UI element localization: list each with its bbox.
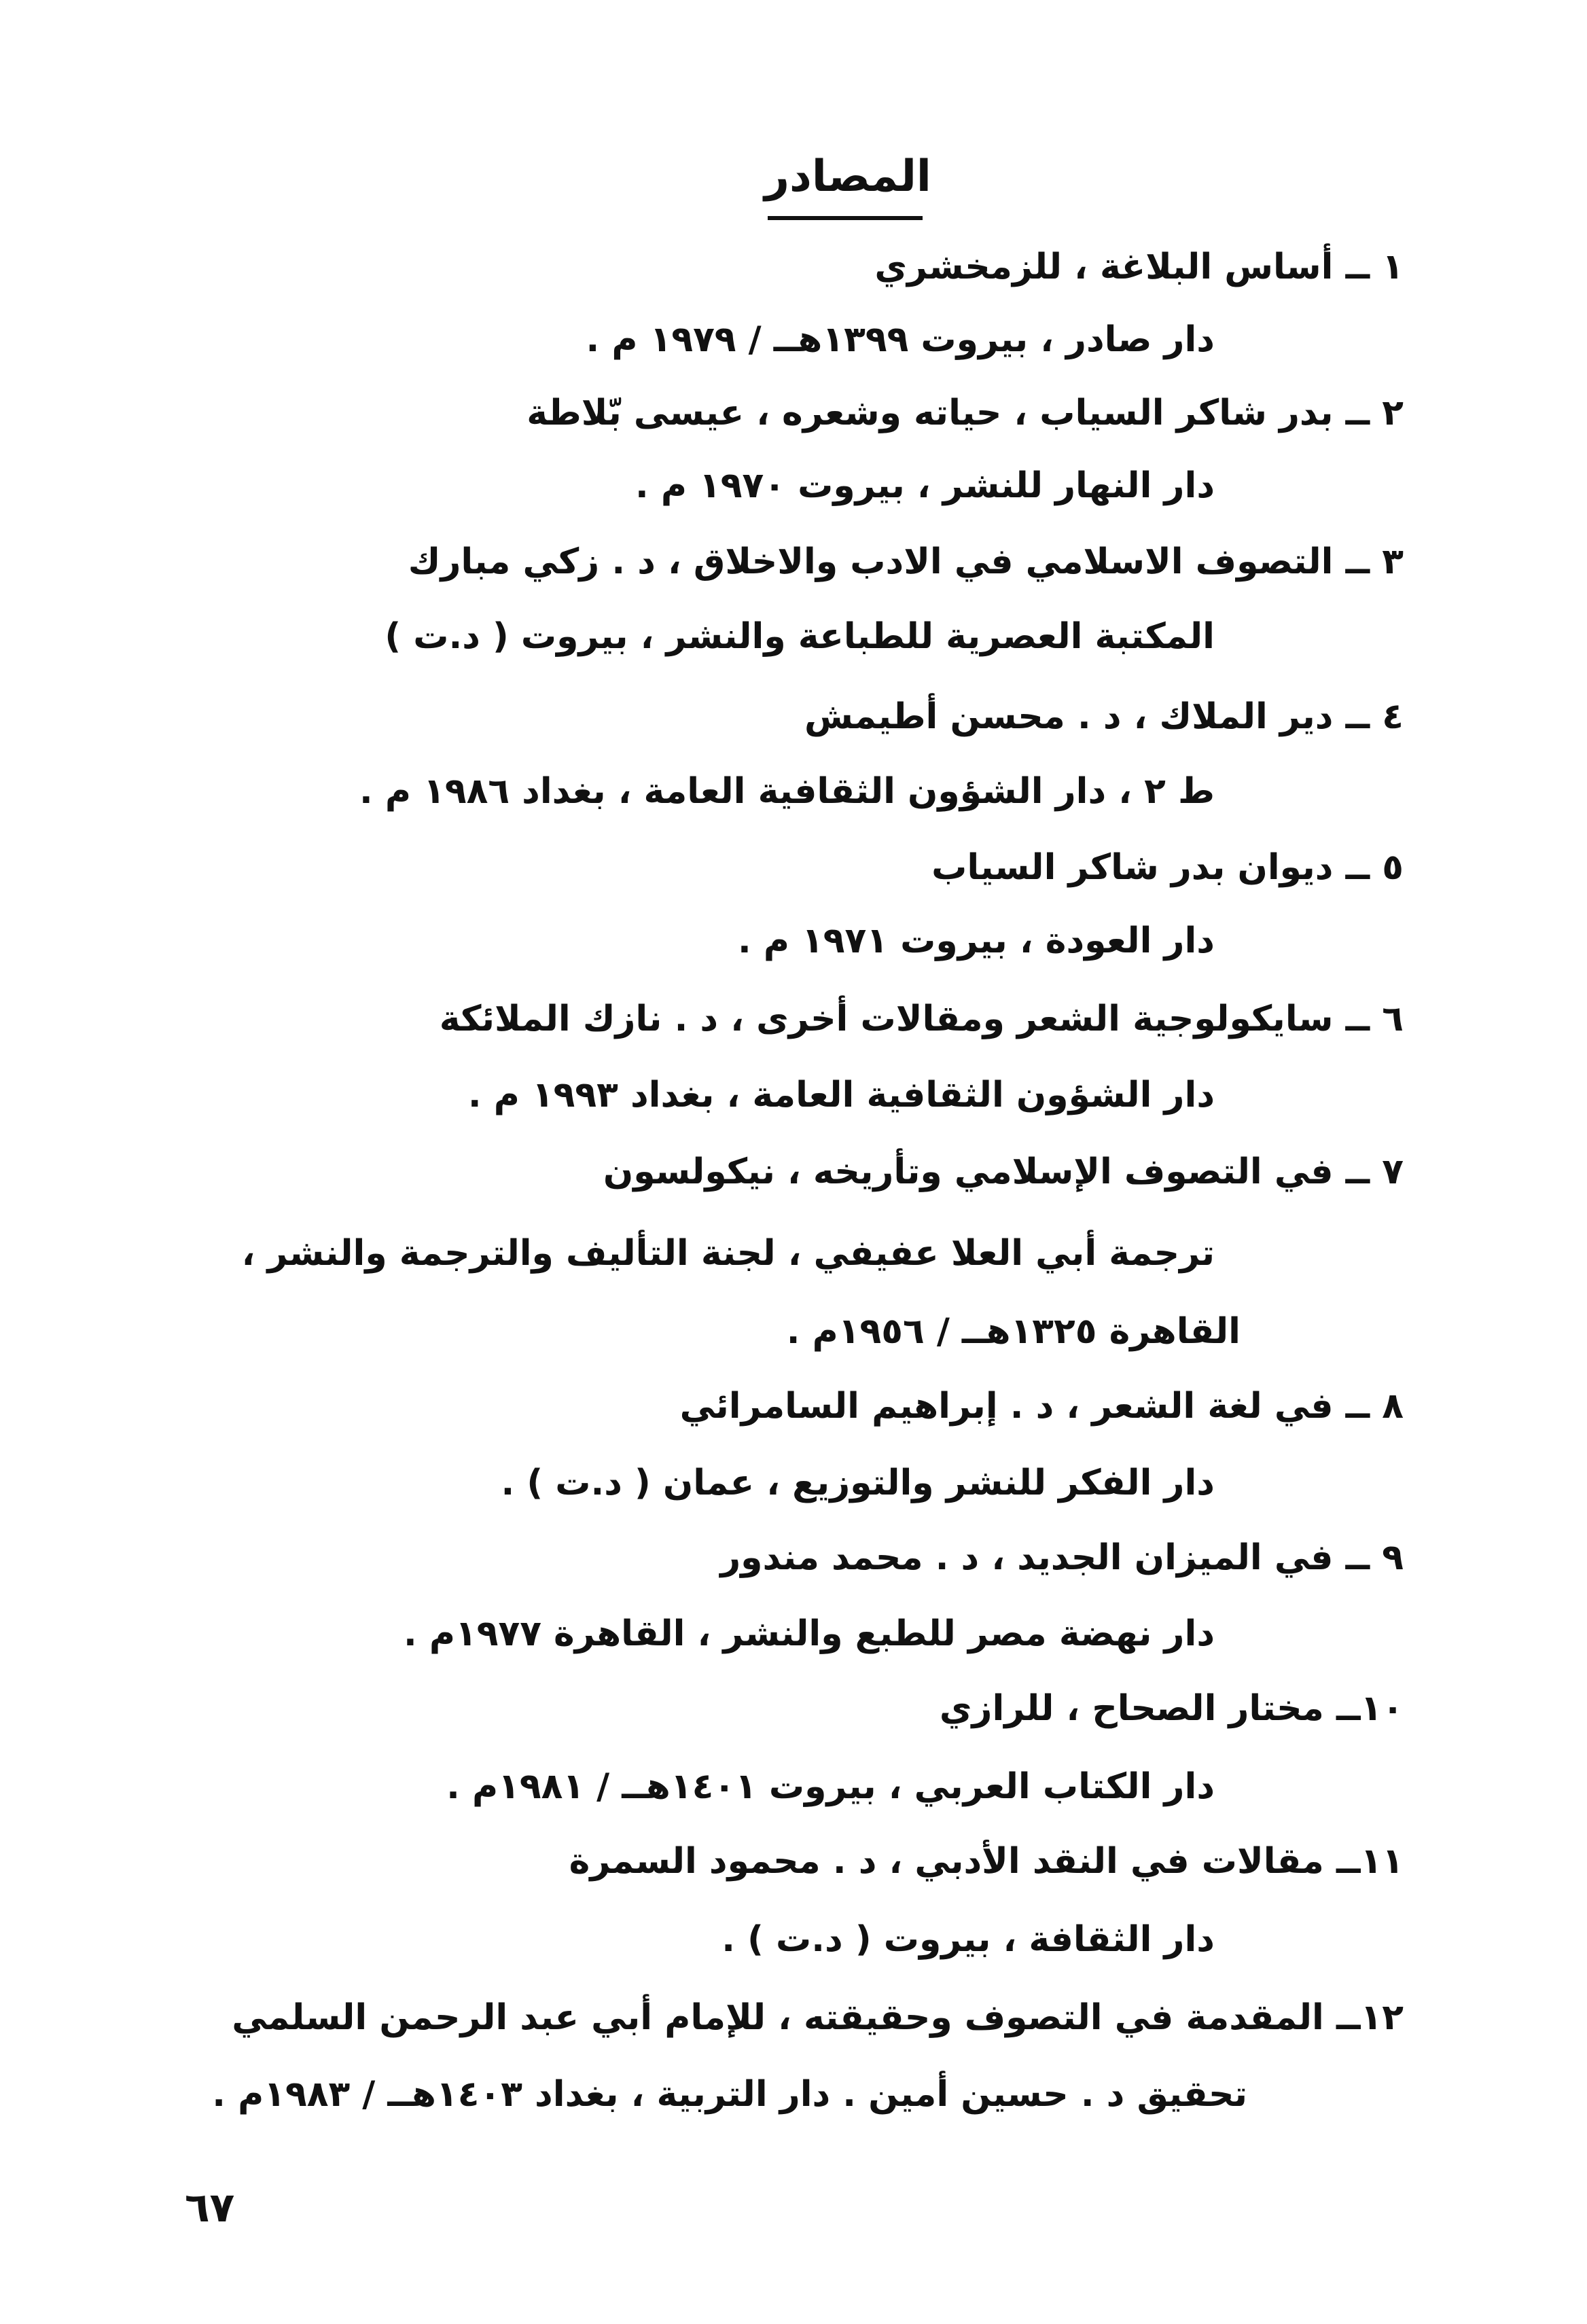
entry-title: ٢ ــ بدر شاكر السياب ، حياته وشعره ، عيسى بّلاطة: [527, 393, 1404, 433]
page-number: ٦٧: [185, 2184, 235, 2232]
entry-detail: دار العودة ، بيروت ١٩٧١ م .: [737, 920, 1215, 961]
entry-title: ١ ــ أساس البلاغة ، للزمخشري: [874, 247, 1404, 287]
title-underline: [768, 216, 923, 220]
entry-detail: دار الكتاب العربي ، بيروت ١٤٠١هــ / ١٩٨١م .: [446, 1766, 1215, 1807]
entry-detail: تحقيق د . حسين أمين . دار التربية ، بغداد ١٤٠٣هــ / ١٩٨٣م .: [212, 2074, 1247, 2115]
entry-detail: دار صادر ، بيروت ١٣٩٩هــ / ١٩٧٩ م .: [586, 319, 1215, 360]
entry-detail: ترجمة أبي العلا عفيفي ، لجنة التأليف والترجمة والنشر ،: [241, 1233, 1215, 1274]
entry-detail: ط ٢ ، دار الشؤون الثقافية العامة ، بغداد ١٩٨٦ م .: [359, 771, 1215, 812]
entry-title: ٥ ــ ديوان بدر شاكر السياب: [931, 847, 1404, 888]
entry-title: ١٢ــ المقدمة في التصوف وحقيقته ، للإمام أبي عبد الرحمن السلمي: [232, 1997, 1404, 2038]
entry-detail: دار الثقافة ، بيروت ( د.ت ) .: [721, 1919, 1215, 1960]
entry-title: ٩ ــ في الميزان الجديد ، د . محمد مندور: [720, 1537, 1404, 1578]
page-title: المصادر: [764, 151, 931, 202]
entry-title: ٦ ــ سايكولوجية الشعر ومقالات أخرى ، د . نازك الملائكة: [439, 999, 1404, 1039]
entry-title: ١٠ــ مختار الصحاح ، للرازي: [939, 1688, 1404, 1729]
entry-title: ٣ ــ التصوف الاسلامي في الادب والاخلاق ، د . زكي مبارك: [408, 541, 1404, 582]
entry-title: ٧ ــ في التصوف الإسلامي وتأريخه ، نيكولسون: [603, 1151, 1404, 1192]
entry-title: ٤ ــ دير الملاك ، د . محسن أطيمش: [804, 696, 1404, 737]
entry-detail: دار النهار للنشر ، بيروت ١٩٧٠ م .: [635, 465, 1215, 506]
entry-detail: المكتبة العصرية للطباعة والنشر ، بيروت ( د.ت ): [385, 616, 1215, 657]
entry-detail: دار نهضة مصر للطبع والنشر ، القاهرة ١٩٧٧م .: [404, 1613, 1215, 1654]
entry-detail: دار الفكر للنشر والتوزيع ، عمان ( د.ت ) .: [501, 1463, 1215, 1503]
entry-detail: القاهرة ١٣٢٥هــ / ١٩٥٦م .: [786, 1311, 1241, 1352]
entry-title: ٨ ــ في لغة الشعر ، د . إبراهيم السامرائي: [679, 1386, 1404, 1427]
entry-title: ١١ــ مقالات في النقد الأدبي ، د . محمود السمرة: [569, 1841, 1404, 1882]
entry-detail: دار الشؤون الثقافية العامة ، بغداد ١٩٩٣ م .: [467, 1075, 1215, 1115]
